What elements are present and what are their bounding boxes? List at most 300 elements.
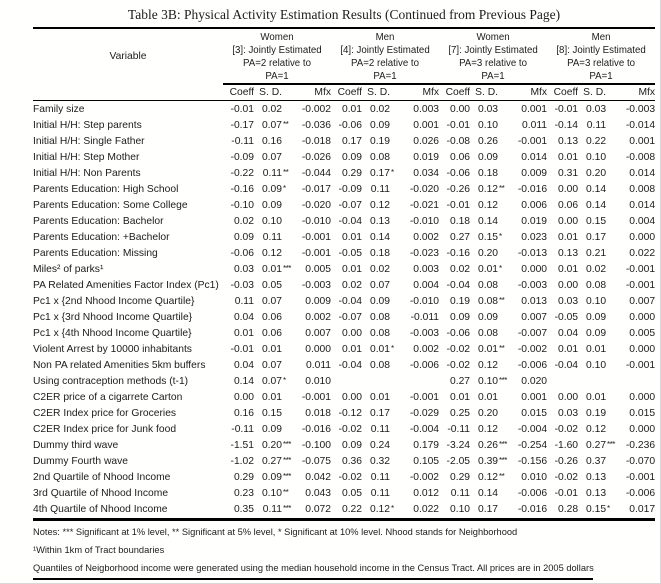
cell-significance-stars	[282, 198, 292, 214]
cell-mfx: 0.105	[413, 456, 440, 467]
variable-label: Parents Education: Some College	[33, 200, 188, 211]
cell-coeff: -0.07	[338, 200, 363, 211]
cell-sd: 0.11	[254, 502, 282, 520]
cell-sd: 0.09	[477, 152, 499, 163]
cell-significance-stars	[606, 182, 616, 198]
cell-significance-stars	[282, 390, 292, 406]
cell-coeff: -3.24	[446, 440, 471, 451]
cell-coeff: 0.36	[341, 456, 363, 467]
cell-coeff: 0.00	[449, 104, 471, 115]
cell-mfx: 0.003	[413, 264, 440, 275]
cell-mfx: 0.014	[629, 200, 656, 211]
cell-mfx: 0.001	[521, 104, 548, 115]
cell-sd: 0.24	[369, 440, 391, 451]
cell-coeff: -0.04	[338, 216, 363, 227]
cell-coeff: 0.31	[558, 168, 579, 179]
cell-significance-stars	[606, 374, 616, 390]
cell-significance-stars: ***	[283, 264, 291, 273]
table-row	[33, 486, 655, 502]
cell-mfx: 0.004	[413, 280, 440, 291]
cell-significance-stars	[498, 422, 508, 438]
cell-coeff: 0.28	[547, 502, 578, 520]
cell-mfx: -0.004	[517, 424, 548, 435]
cell-significance-stars	[390, 246, 400, 262]
coeff-column-header: Coeff	[547, 84, 578, 101]
cell-significance-stars	[282, 150, 292, 166]
cell-coeff: -0.07	[338, 312, 363, 323]
table-row	[33, 262, 655, 278]
cell-significance-stars: *	[283, 376, 286, 385]
cell-coeff: 0.04	[233, 312, 254, 323]
table-row	[33, 390, 655, 406]
cell-sd: 0.07	[261, 376, 282, 387]
cell-significance-stars	[498, 246, 508, 262]
cell-mfx: 0.002	[413, 232, 440, 243]
table-row	[33, 198, 655, 214]
cell-significance-stars	[390, 422, 400, 438]
cell-mfx: 0.001	[521, 392, 548, 403]
cell-coeff: 0.06	[558, 200, 579, 211]
cell-sd: 0.14	[586, 200, 607, 211]
cell-mfx: -0.003	[409, 328, 440, 339]
cell-sd: 0.10	[586, 152, 607, 163]
table-row	[33, 294, 655, 310]
cell-sd: 0.01	[477, 392, 499, 403]
cell-mfx: 0.017	[616, 502, 655, 520]
cell-significance-stars: *	[499, 264, 502, 273]
cell-mfx: -0.001	[625, 360, 656, 371]
column-group-header-3	[223, 28, 331, 84]
cell-sd: 0.01	[261, 392, 282, 403]
cell-mfx: 0.019	[521, 216, 548, 227]
variable-label: Parents Education: Bachelor	[33, 216, 164, 227]
cell-mfx: -0.003	[517, 280, 548, 291]
cell-sd: 0.01	[369, 344, 391, 355]
cell-sd: 0.01	[586, 392, 607, 403]
cell-mfx: -0.016	[517, 184, 548, 195]
cell-sd: 0.19	[369, 136, 391, 147]
cell-mfx: 0.010	[305, 376, 332, 387]
cell-mfx: -0.004	[409, 424, 440, 435]
cell-mfx: 0.011	[522, 120, 548, 131]
cell-sd: 0.15	[586, 216, 607, 227]
cell-coeff: -0.01	[230, 104, 254, 115]
table-row	[33, 502, 655, 520]
cell-sd: 0.21	[586, 248, 607, 259]
cell-coeff: 0.09	[341, 440, 363, 451]
mfx-column-header: Mfx	[508, 84, 547, 101]
cell-mfx: 0.001	[629, 136, 656, 147]
cell-significance-stars: *	[283, 184, 286, 193]
cell-sd: 0.01	[477, 344, 499, 355]
cell-significance-stars	[606, 101, 616, 119]
cell-significance-stars	[606, 230, 616, 246]
variable-label: Dummy third wave	[33, 440, 119, 451]
cell-coeff	[331, 374, 362, 390]
cell-significance-stars	[390, 454, 400, 470]
cell-mfx: -0.002	[409, 472, 440, 483]
cell-significance-stars	[282, 101, 292, 119]
cell-significance-stars	[390, 278, 400, 294]
cell-coeff: -0.01	[554, 488, 579, 499]
cell-sd: 0.10	[477, 120, 499, 131]
cell-mfx: -0.001	[301, 248, 332, 259]
cell-coeff: -1.02	[230, 456, 254, 467]
cell-coeff: 0.27	[449, 376, 471, 387]
cell-significance-stars	[606, 262, 616, 278]
cell-significance-stars	[606, 214, 616, 230]
cell-mfx: -0.003	[625, 104, 656, 115]
cell-coeff: -0.26	[446, 184, 471, 195]
cell-coeff: -0.17	[230, 120, 254, 131]
cell-significance-stars	[390, 214, 400, 230]
cell-mfx: 0.011	[306, 360, 332, 371]
cell-significance-stars	[606, 342, 616, 358]
cell-coeff: 0.04	[233, 360, 254, 371]
cell-coeff: -0.02	[446, 344, 471, 355]
cell-mfx: 0.006	[521, 200, 548, 211]
table-row	[33, 470, 655, 486]
table-row	[33, 230, 655, 246]
cell-mfx: -0.029	[409, 408, 440, 419]
cell-sd: 0.22	[586, 136, 607, 147]
cell-significance-stars	[606, 358, 616, 374]
cell-significance-stars	[390, 230, 400, 246]
cell-sd	[362, 374, 390, 390]
cell-significance-stars	[390, 310, 400, 326]
cell-mfx: -0.006	[517, 488, 548, 499]
cell-significance-stars: **	[283, 120, 289, 129]
cell-coeff: -0.06	[446, 328, 471, 339]
cell-significance-stars	[282, 134, 292, 150]
cell-significance-stars: ***	[282, 502, 292, 520]
cell-coeff: -0.01	[230, 344, 254, 355]
cell-mfx: -0.002	[517, 344, 548, 355]
cell-mfx: -0.014	[625, 120, 656, 131]
table-row	[33, 214, 655, 230]
cell-sd: 0.13	[586, 472, 607, 483]
cell-mfx: -0.010	[301, 216, 332, 227]
cell-mfx: -0.011	[410, 312, 440, 323]
cell-sd: 0.10	[477, 376, 499, 387]
table-row	[33, 166, 655, 182]
cell-significance-stars	[498, 150, 508, 166]
cell-sd: 0.27	[261, 456, 282, 467]
cell-mfx: 0.000	[629, 312, 656, 323]
cell-significance-stars	[282, 214, 292, 230]
cell-mfx: -0.018	[301, 136, 332, 147]
cell-mfx: 0.015	[521, 408, 548, 419]
cell-significance-stars: *	[606, 502, 616, 520]
cell-mfx: -0.020	[409, 184, 440, 195]
cell-coeff: 0.01	[449, 392, 471, 403]
cell-mfx: -0.003	[301, 280, 332, 291]
cell-sd: 0.02	[369, 104, 391, 115]
sd-column-header: S. D.	[362, 84, 390, 101]
cell-sd: 0.07	[261, 296, 282, 307]
cell-significance-stars	[606, 390, 616, 406]
cell-mfx: 0.005	[305, 264, 332, 275]
variable-label: Parents Education: Missing	[33, 248, 158, 259]
cell-coeff: -0.04	[338, 296, 363, 307]
mfx-column-header: Mfx	[400, 84, 439, 101]
stat-header-spacer	[33, 84, 223, 101]
cell-coeff: -2.05	[446, 456, 471, 467]
table-row	[33, 406, 655, 422]
cell-mfx: -0.001	[301, 232, 332, 243]
cell-coeff: -0.16	[230, 184, 254, 195]
cell-significance-stars	[390, 294, 400, 310]
cell-significance-stars	[282, 326, 292, 342]
cell-sd: 0.11	[370, 424, 391, 435]
cell-significance-stars	[390, 182, 400, 198]
cell-coeff: 0.09	[233, 232, 254, 243]
cell-sd: 0.15	[578, 502, 606, 520]
cell-sd: 0.10	[586, 360, 607, 371]
table-row	[33, 342, 655, 358]
cell-coeff: -1.51	[230, 440, 254, 451]
cell-significance-stars	[390, 101, 400, 119]
variable-label: Family size	[33, 104, 85, 115]
cell-mfx: -0.021	[409, 200, 440, 211]
cell-sd: 0.01	[586, 344, 607, 355]
cell-mfx: 0.072	[292, 502, 331, 520]
cell-coeff: 0.00	[558, 216, 579, 227]
cell-coeff: 0.01	[341, 232, 363, 243]
cell-significance-stars: ***	[283, 456, 291, 465]
variable-label: C2ER Index price for Groceries	[33, 408, 177, 419]
header-group-row	[33, 28, 655, 84]
cell-coeff: -0.04	[338, 360, 363, 371]
cell-significance-stars	[390, 198, 400, 214]
cell-coeff: 0.01	[558, 232, 579, 243]
cell-sd: 0.08	[369, 312, 391, 323]
cell-sd: 0.12	[477, 360, 499, 371]
table-row	[33, 326, 655, 342]
cell-significance-stars	[390, 406, 400, 422]
stars-column-header	[606, 84, 616, 101]
cell-sd: 0.12	[477, 184, 499, 195]
coeff-column-header: Coeff	[223, 84, 254, 101]
results-table	[33, 27, 655, 521]
cell-significance-stars	[498, 278, 508, 294]
cell-mfx: -0.016	[301, 424, 332, 435]
cell-significance-stars	[606, 470, 616, 486]
cell-significance-stars	[498, 390, 508, 406]
cell-sd: 0.17	[369, 408, 391, 419]
cell-mfx: -0.001	[625, 264, 656, 275]
cell-sd: 0.27	[586, 440, 607, 451]
cell-sd: 0.12	[477, 424, 499, 435]
cell-sd: 0.07	[261, 360, 282, 371]
cell-significance-stars	[498, 502, 508, 520]
cell-significance-stars	[606, 294, 616, 310]
cell-sd: 0.17	[369, 168, 391, 179]
cell-sd: 0.03	[477, 104, 499, 115]
cell-coeff: 0.05	[341, 488, 363, 499]
cell-significance-stars: ***	[283, 472, 291, 481]
cell-coeff: 0.03	[558, 296, 579, 307]
cell-coeff: 0.10	[439, 502, 470, 520]
sd-column-header: S. D.	[470, 84, 498, 101]
cell-coeff: 0.04	[558, 328, 579, 339]
table-row	[33, 422, 655, 438]
cell-significance-stars	[282, 230, 292, 246]
group-estimator-label: [3]: Jointly Estimated	[232, 45, 322, 56]
stars-column-header	[498, 84, 508, 101]
cell-sd: 0.08	[369, 328, 391, 339]
cell-coeff: -0.01	[446, 200, 471, 211]
coeff-column-header: Coeff	[331, 84, 362, 101]
cell-sd: 0.12	[477, 472, 499, 483]
cell-significance-stars	[390, 262, 400, 278]
cell-significance-stars	[498, 214, 508, 230]
variable-label: Pc1 x {3rd Nhood Income Quartile}	[33, 312, 193, 323]
cell-sd: 0.01	[477, 264, 499, 275]
cell-mfx: 0.034	[413, 168, 440, 179]
cell-mfx: 0.179	[413, 440, 440, 451]
cell-sd: 0.02	[369, 264, 391, 275]
cell-mfx: -0.010	[409, 216, 440, 227]
cell-mfx: 0.007	[305, 328, 332, 339]
cell-coeff: 0.29	[341, 168, 363, 179]
cell-mfx: -0.008	[625, 152, 656, 163]
cell-sd: 0.13	[586, 488, 607, 499]
cell-sd: 0.16	[261, 136, 282, 147]
cell-significance-stars	[390, 134, 400, 150]
cell-sd: 0.08	[477, 296, 499, 307]
cell-sd: 0.10	[261, 488, 282, 499]
cell-coeff: -0.04	[554, 360, 579, 371]
column-group-header-8	[547, 28, 655, 84]
cell-mfx: 0.010	[521, 472, 548, 483]
variable-label: C2ER Index price for Junk food	[33, 424, 177, 435]
cell-mfx: -0.036	[301, 120, 332, 131]
stars-column-header	[390, 84, 400, 101]
group-comparison-label: PA=3 relative to	[567, 58, 636, 69]
variable-label: 3rd Quartile of Nhood Income	[33, 488, 169, 499]
cell-mfx: 0.000	[629, 392, 656, 403]
cell-coeff: -0.02	[554, 472, 579, 483]
cell-sd: 0.06	[261, 312, 282, 323]
cell-significance-stars	[606, 198, 616, 214]
cell-significance-stars	[390, 390, 400, 406]
cell-significance-stars: **	[283, 488, 289, 497]
cell-mfx: -0.007	[517, 328, 548, 339]
variable-column-header: Variable	[109, 51, 147, 62]
cell-mfx: 0.003	[413, 104, 440, 115]
cell-significance-stars: *	[390, 502, 400, 520]
cell-coeff: -0.06	[338, 120, 363, 131]
cell-coeff: -0.14	[554, 120, 579, 131]
cell-coeff: 0.11	[234, 296, 254, 307]
cell-coeff: 0.01	[341, 104, 363, 115]
cell-coeff: -0.09	[338, 184, 363, 195]
cell-significance-stars	[390, 118, 400, 134]
cell-sd: 0.17	[470, 502, 498, 520]
cell-mfx: -0.006	[409, 360, 440, 371]
cell-mfx: 0.000	[305, 344, 332, 355]
cell-sd: 0.09	[261, 424, 282, 435]
group-estimator-label: [4]: Jointly Estimated	[340, 45, 430, 56]
cell-coeff: 0.06	[449, 152, 471, 163]
cell-sd: 0.08	[369, 152, 391, 163]
cell-mfx: -0.006	[517, 360, 548, 371]
cell-sd: 0.12	[477, 200, 499, 211]
cell-mfx: 0.001	[413, 120, 440, 131]
cell-significance-stars: **	[499, 296, 505, 305]
cell-coeff: 0.00	[558, 184, 579, 195]
cell-mfx: 0.012	[413, 488, 440, 499]
cell-sd: 0.39	[477, 456, 499, 467]
group-comparison-label: PA=2 relative to	[351, 58, 419, 69]
cell-mfx: -0.020	[301, 200, 332, 211]
table-row	[33, 246, 655, 262]
variable-label: Pc1 x {2nd Nhood Income Quartile}	[33, 296, 195, 307]
cell-coeff: -0.11	[447, 424, 471, 435]
cell-coeff: 0.13	[558, 248, 579, 259]
cell-sd: 0.11	[370, 488, 391, 499]
cell-significance-stars	[282, 278, 292, 294]
cell-coeff: -0.02	[338, 424, 363, 435]
cell-sd: 0.07	[261, 120, 282, 131]
cell-sd: 0.14	[586, 184, 607, 195]
cell-coeff: 0.09	[449, 312, 471, 323]
cell-sd: 0.20	[261, 440, 282, 451]
cell-coeff: -0.08	[446, 136, 471, 147]
cell-mfx: 0.000	[629, 424, 656, 435]
sd-column-header: S. D.	[254, 84, 282, 101]
cell-coeff: -0.04	[446, 280, 471, 291]
cell-sd: 0.10	[586, 296, 607, 307]
table-row	[33, 118, 655, 134]
cell-mfx: 0.018	[305, 408, 332, 419]
cell-significance-stars: **	[499, 184, 505, 193]
cell-mfx: -0.001	[625, 280, 656, 291]
cell-coeff: -0.02	[446, 360, 471, 371]
cell-coeff: -0.05	[554, 312, 579, 323]
cell-coeff: -0.06	[230, 248, 254, 259]
cell-coeff: 0.29	[233, 472, 254, 483]
cell-significance-stars	[282, 294, 292, 310]
cell-coeff: 0.01	[558, 344, 579, 355]
cell-sd: 0.19	[586, 408, 607, 419]
cell-sd: 0.26	[477, 136, 499, 147]
cell-significance-stars: *	[391, 344, 394, 353]
cell-significance-stars	[390, 470, 400, 486]
cell-sd: 0.08	[477, 280, 499, 291]
cell-sd: 0.08	[477, 328, 499, 339]
group-baseline-label: PA=1	[481, 71, 505, 82]
cell-sd: 0.13	[369, 216, 391, 227]
cell-mfx: 0.022	[629, 248, 656, 259]
cell-coeff: 0.01	[558, 264, 579, 275]
cell-sd: 0.08	[369, 360, 391, 371]
cell-significance-stars	[498, 134, 508, 150]
cell-significance-stars	[282, 406, 292, 422]
cell-mfx: -0.236	[625, 440, 656, 451]
cell-coeff	[547, 374, 578, 390]
cell-sd: 0.09	[369, 120, 391, 131]
variable-label: 2nd Quartile of Nhood Income	[33, 472, 171, 483]
cell-mfx: -0.026	[301, 152, 332, 163]
cell-mfx: -0.001	[409, 392, 440, 403]
cell-mfx: 0.013	[521, 296, 548, 307]
cell-significance-stars	[390, 374, 400, 390]
cell-sd: 0.15	[261, 408, 282, 419]
cell-significance-stars: *	[499, 232, 502, 241]
group-gender-label: Women	[476, 32, 510, 43]
